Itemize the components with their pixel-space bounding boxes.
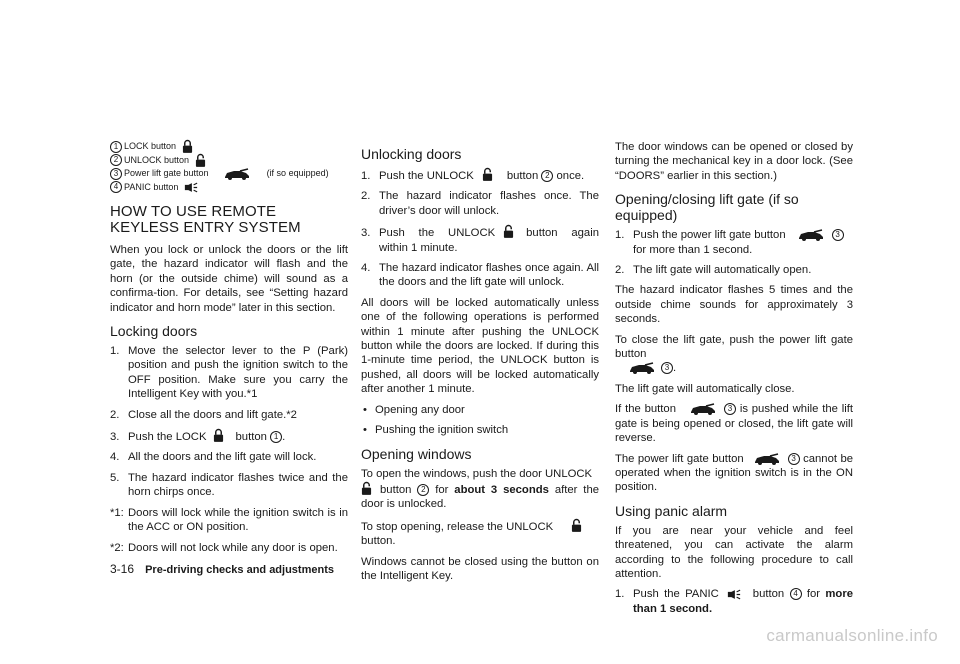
lift-gate-paragraph: The power lift gate button 3 cannot be operated when the ignition switch is in the ON position. [615,452,854,494]
panic-horn-icon [184,182,198,193]
subsection-heading-windows: Opening windows [361,445,472,462]
unlocking-steps [361,167,599,290]
unlock-icon [361,481,372,496]
unlock-icon [482,167,493,182]
subsection-heading-lift-gate: Opening/closing lift gate (if so equipped) [615,191,799,224]
list-item: 1. Move the selector lever to the P (Park) position and push the ignition switch to the OFF position. Make sure you carry the Intelligent Key with you.*1 [110,345,348,401]
unlock-icon [503,224,514,239]
callout-number: 2 [417,484,429,496]
list-item: 2. The hazard indicator flashes once. The driver’s door will unlock. [361,190,599,217]
column-right [615,140,853,622]
page-number: 3-16 [110,562,135,576]
legend-label: UNLOCK button [124,154,190,165]
intro-paragraph: When you lock or unlock the doors or the lift gate, the hazard indicator will flash and the horn (or the outside chime) will sound as a confirma-tion. For details, see “Setting hazard indicator and horn mode” later in this section. [110,244,348,314]
list-item: 2. The lift gate will automatically open. [615,264,812,277]
subsection-heading-locking: Locking doors [110,323,198,340]
legend-item-panic [110,181,348,195]
callout-number: 2 [541,170,553,182]
lift-gate-icon [690,403,716,415]
footnote: *1: Doors will lock while the ignition switch is in the ACC or ON position. [110,506,348,534]
list-item: 5. The hazard indicator flashes twice and the horn chirps once. [110,471,348,499]
windows-paragraph: To open the windows, push the door UNLOCK button 2 for about 3 seconds after the door is unlocked. [361,467,600,511]
unlock-icon [571,518,582,533]
legend-label: LOCK button [124,141,177,151]
lift-gate-paragraph: If the button 3 is pushed while the lift gate is being opened or closed, the lift gate will reverse. [615,403,853,445]
windows-paragraph: The door windows can be opened or closed by turning the mechanical key in a door lock. (See “DOORS” earlier in this section.) [615,141,853,182]
callout-number: 1 [270,431,282,443]
list-item: • Opening any door [361,403,599,417]
chapter-title: Pre-driving checks and adjustments [145,564,334,576]
lift-gate-steps [615,228,853,277]
button-legend [110,140,348,194]
callout-number: 1 [110,141,122,153]
footnote: *2: Doors will not lock while any door is open. [110,541,338,554]
page-footer [110,562,334,577]
windows-paragraph: To stop opening, release the UNLOCK button. [361,518,599,549]
auto-lock-paragraph: All doors will be locked automatically unless one of the following operations is performed within 1 minute after pushing the UNLOCK button while the doors are locked. If during this 1-minute time period, the UNLOCK button is pushed, all doors will be locked automatically after another 1 minute. [361,296,599,396]
lock-icon [182,139,193,154]
lift-gate-paragraph: The hazard indicator flashes 5 times and the outside chime sounds for approximately 3 seconds. [615,284,853,326]
callout-number: 3 [110,168,122,180]
legend-label: PANIC button [124,181,179,192]
locking-steps [110,344,348,500]
windows-paragraph: Windows cannot be closed using the button on the Intelligent Key. [361,555,599,582]
lift-gate-icon [224,168,250,180]
list-item: 1. Push the PANIC button 4 for more than 1 second. [615,588,854,615]
list-item: 4. The hazard indicator flashes once again. All the doors and the lift gate will unlock. [361,262,599,289]
lift-gate-paragraph: To close the lift gate, push the power lift gate button 3 . [615,333,853,375]
legend-note: (if so equipped) [266,168,329,178]
lock-icon [213,428,224,443]
list-item: 2. Close all the doors and lift gate.*2 [110,408,297,421]
list-item: 3. Push the LOCK button 1 . [110,428,348,444]
list-item: • Pushing the ignition switch [361,423,599,437]
watermark: carmanualsonline.info [766,626,938,645]
callout-number: 3 [788,453,800,465]
section-heading: HOW TO USE REMOTE KEYLESS ENTRY SYSTEM [110,203,301,236]
callout-number: 3 [724,403,736,415]
panic-paragraph: If you are near your vehicle and feel threatened, you can activate the alarm according to the following procedure to call attention. [615,524,853,580]
lift-gate-icon [754,453,780,465]
legend-label: Power lift gate button [124,168,209,178]
legend-item-lock [110,140,348,154]
lift-gate-paragraph: The lift gate will automatically close. [615,382,795,395]
callout-number: 3 [661,362,673,374]
callout-number: 3 [832,229,844,241]
panic-horn-icon [727,589,741,600]
unlock-icon [195,153,206,168]
lift-gate-icon [629,362,655,374]
lift-gate-icon [798,229,824,241]
column-middle [361,140,599,589]
callout-number: 2 [110,154,122,166]
subsection-heading-unlocking: Unlocking doors [361,146,462,162]
legend-item-unlock [110,154,348,168]
column-left [110,140,348,561]
list-item: 1. Push the power lift gate button 3 for more than 1 second. [615,228,853,257]
list-item: 1. Push the UNLOCK button 2 once. [361,167,599,183]
legend-item-lift-gate [110,167,348,181]
callout-number: 4 [790,588,802,600]
callout-number: 4 [110,181,122,193]
subsection-heading-panic: Using panic alarm [615,502,728,519]
list-item: 4. All the doors and the lift gate will lock. [110,451,317,464]
list-item: 3. Push the UNLOCK button again within 1 minute. [361,224,599,255]
